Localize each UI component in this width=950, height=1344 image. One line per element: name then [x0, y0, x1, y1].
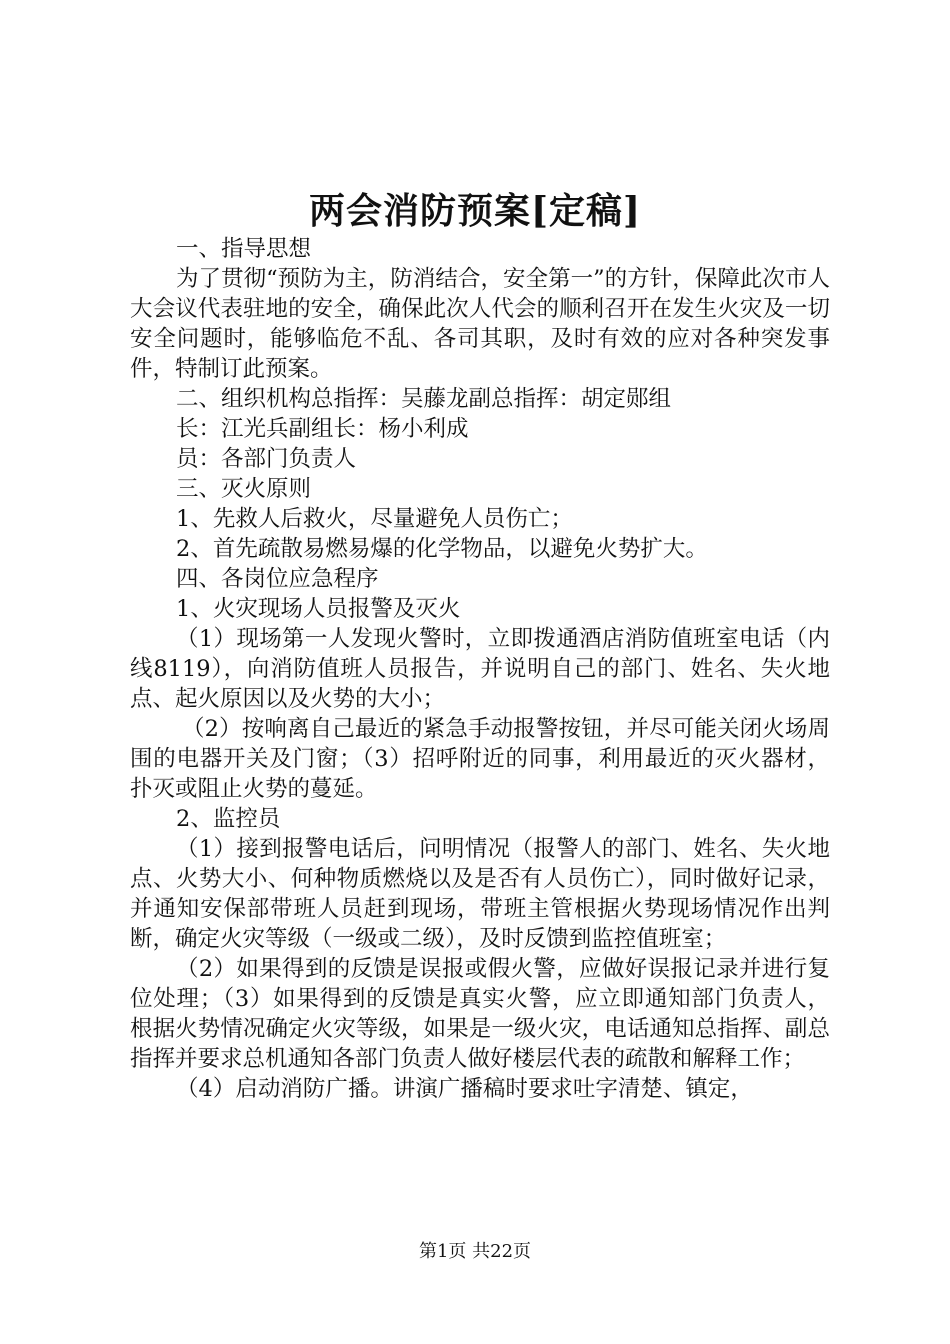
section-heading-organization: 二、组织机构总指挥：吴藤龙副总指挥：胡定郧组 — [176, 386, 672, 412]
paragraph-monitor-step-4: （4）启动消防广播。讲演广播稿时要求吐字清楚、镇定， — [176, 1076, 753, 1102]
subheading-scene-personnel: 1、火灾现场人员报警及灭火 — [176, 596, 461, 622]
document-body — [130, 234, 830, 1104]
paragraph-purpose: 为了贯彻“预防为主，防消结合，安全第一”的方针，保障此次市人大会议代表驻地的安全，确保此次人代会的顺利召开在发生火灾及一切安全问题时，能够临危不乱、各司其职，及时有效的应对各种突发事件，特制订此预案。 — [130, 266, 830, 382]
paragraph-organization-leader: 长：江光兵副组长：杨小利成 — [176, 416, 469, 442]
section-heading-guiding-thought: 一、指导思想 — [176, 236, 312, 262]
paragraph-monitor-step-2-3: （2）如果得到的反馈是误报或假火警，应做好误报记录并进行复位处理；（3）如果得到的反馈是真实火警，应立即通知部门负责人，根据火势情况确定火灾等级，如果是一级火灾，电话通知总指挥、副总指挥并要求总机通知各部门负责人做好楼层代表的疏散和解释工作； — [130, 956, 830, 1072]
list-item-principle-1: 1、先救人后救火，尽量避免人员伤亡； — [176, 506, 573, 532]
subheading-monitor: 2、监控员 — [176, 806, 281, 832]
page-number-footer: 第1页 共22页 — [418, 1241, 532, 1262]
paragraph-scene-step-2-3: （2）按响离自己最近的紧急手动报警按钮，并尽可能关闭火场周围的电器开关及门窗；（3）招呼附近的同事，利用最近的灭火器材，扑灭或阻止火势的蔓延。 — [130, 716, 830, 802]
section-heading-emergency-procedures: 四、各岗位应急程序 — [176, 566, 379, 592]
section-heading-fire-principles: 三、灭火原则 — [176, 476, 312, 502]
paragraph-scene-step-1: （1）现场第一人发现火警时，立即拨通酒店消防值班室电话（内线8119），向消防值班人员报告，并说明自己的部门、姓名、失火地点、起火原因以及火势的大小； — [130, 626, 830, 712]
paragraph-monitor-step-1: （1）接到报警电话后，问明情况（报警人的部门、姓名、失火地点、火势大小、何种物质燃烧以及是否有人员伤亡），同时做好记录，并通知安保部带班人员赶到现场，带班主管根据火势现场情况作出判断，确定火灾等级（一级或二级），及时反馈到监控值班室； — [130, 836, 830, 952]
paragraph-organization-members: 员：各部门负责人 — [176, 446, 357, 472]
document-title: 两会消防预案[定稿] — [308, 190, 642, 232]
list-item-principle-2: 2、首先疏散易燃易爆的化学物品，以避免火势扩大。 — [176, 536, 708, 562]
